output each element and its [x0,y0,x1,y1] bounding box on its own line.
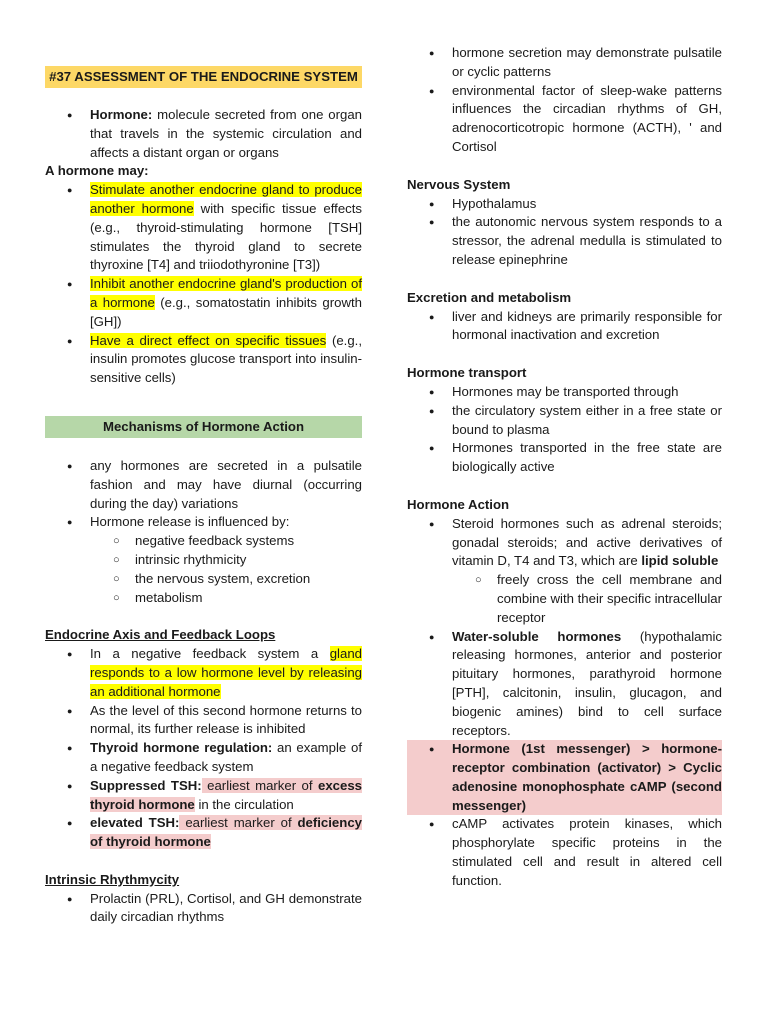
list-item: ● any hormones are secreted in a pulsatile fashion and may have diurnal (occurring during the day) variations [45,457,362,513]
list-item-highlighted [407,740,722,815]
document-title: #37 ASSESSMENT OF THE ENDOCRINE SYSTEM [45,66,362,88]
list-item [45,181,362,275]
nervous-system-heading: Nervous System [407,176,511,192]
hormone-action-heading: Hormone Action [407,496,510,512]
list-item: ● cAMP activates protein kinases, which phosphorylate specific proteins in the stimulated cell and result in altered cell function. [407,815,722,890]
sublist-item: ○ freely cross the cell membrane and combine with their specific intracellular receptor [407,571,722,627]
list-item [45,332,362,388]
list-item: ● Hypothalamus [407,195,722,214]
highlighted-text: earliest marker of [201,777,318,793]
sublist-item: ○ negative feedback systems [45,532,362,551]
item-text: (hypothalamic releasing hormones, anterior and posterior pituitary hormones, parathyroid hormone [PTH], calcitonin, insulin, glucagon, and biogenic amines) bind to cell surface receptors. [452,628,722,738]
item-bold-text: Suppressed TSH: [90,777,202,793]
highlighted-text: Stimulate another endocrine gland to produce another hormone [90,182,362,216]
hormone-may-list [45,181,362,388]
list-item: ● Hormones may be transported through [407,383,722,402]
intrinsic-rhythmicity-list [45,890,362,928]
item-text: In a negative feedback system a [90,646,330,662]
item-text: in the circulation [194,796,294,812]
endocrine-axis-list [45,645,362,852]
item-text: Steroid hormones such as adrenal steroids; gonadal steroids; and active derivatives of vitamin D, T4 and T3, which are [452,515,722,569]
item-text: (e.g., somatostatin inhibits growth [GH]) [90,294,363,329]
hormone-transport-heading: Hormone transport [407,365,527,381]
list-item: ● the circulatory system either in a free state or bound to plasma [407,402,722,440]
highlighted-text: earliest marker of [179,815,298,831]
sublist-item: ○ the nervous system, excretion [45,570,362,589]
secretion-pattern-list [407,44,722,157]
right-column [407,44,722,891]
hormone-action-list [407,515,722,571]
highlighted-bold-text: excess thyroid hormone [90,777,363,812]
list-item: ● liver and kidneys are primarily responsible for hormonal inactivation and excretion [407,308,722,346]
sublist-item: ○ intrinsic rhythmicity [45,551,362,570]
item-text: (e.g., insulin promotes glucose transport into insulin-sensitive cells) [90,332,362,386]
list-item: ● As the level of this second hormone returns to normal, its further release is inhibited [45,702,362,740]
list-item [407,628,722,741]
list-item [45,739,362,777]
excretion-list [407,308,722,346]
hormone-term: Hormone: [90,107,153,122]
item-bold-text: Hormone (1st messenger) > hormone-receptor combination (activator) > Cyclic adenosine monophosphate cAMP (second messenger) [452,741,722,813]
item-bold-text: lipid soluble [641,553,719,569]
item-bold-text: Water-soluble hormones [452,628,622,644]
hormone-transport-list [407,383,722,477]
sublist-item: ○ metabolism [45,589,362,608]
highlighted-text: Inhibit another endocrine gland's production of a hormone [90,276,362,310]
list-item [45,275,362,331]
list-item [407,515,722,571]
hormone-definition-item [45,106,362,162]
item-bold-text: elevated TSH: [90,815,180,831]
hormone-definition-list [45,106,362,162]
intrinsic-rhythmicity-heading: Intrinsic Rhythmycity [45,871,180,887]
item-bold-text: Thyroid hormone regulation: [90,740,273,756]
left-column [45,44,362,927]
hormone-definition-text: molecule secreted from one organ that travels in the systemic circulation and affects a distant organ or organs [90,107,362,160]
hormone-action-list-continued [407,628,722,891]
influence-sublist [45,532,362,607]
mechanisms-section-title: Mechanisms of Hormone Action [45,416,362,438]
list-item: ● environmental factor of sleep-wake patterns influences the circadian rhythms of GH, adrenocorticotropic hormone (ACTH), ' and Cortisol [407,82,722,157]
nervous-system-list [407,195,722,270]
highlighted-bold-text: deficiency of thyroid hormone [90,815,362,850]
hormone-may-heading: A hormone may: [45,163,149,179]
list-item: ● Hormones transported in the free state are biologically active [407,439,722,477]
item-text: with specific tissue effects (e.g., thyroid-stimulating hormone [TSH] stimulates the thyroid gland to secrete thyroxine [T4] and triiodothyronine [T3]) [90,200,362,273]
highlighted-text: Have a direct effect on specific tissues [90,332,327,348]
mechanisms-list [45,457,362,532]
endocrine-axis-heading: Endocrine Axis and Feedback Loops [45,627,276,643]
list-item [45,645,362,701]
list-item: ● the autonomic nervous system responds to a stressor, the adrenal medulla is stimulated to release epinephrine [407,213,722,269]
list-item: ● Prolactin (PRL), Cortisol, and GH demonstrate daily circadian rhythms [45,890,362,928]
item-text: an example of a negative feedback system [90,740,362,774]
excretion-heading: Excretion and metabolism [407,289,572,305]
steroid-sublist [407,571,722,627]
list-item: ● Hormone release is influenced by: [45,513,362,532]
highlighted-text: gland responds to a low hormone level by releasing an additional hormone [90,646,362,699]
list-item [45,814,362,852]
list-item [45,777,362,815]
list-item: ● hormone secretion may demonstrate pulsatile or cyclic patterns [407,44,722,82]
